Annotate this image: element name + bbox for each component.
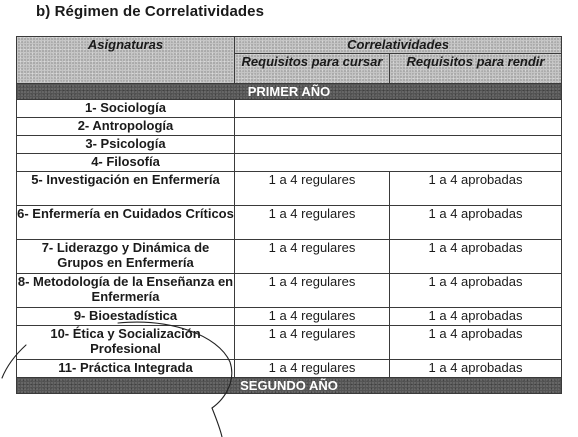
correlatividades-table	[16, 36, 562, 394]
table-row	[17, 154, 562, 172]
subject-cell: 6- Enfermería en Cuidados Críticos	[17, 206, 235, 240]
rendir-cell: 1 a 4 aprobadas	[390, 240, 562, 274]
rendir-cell: 1 a 4 aprobadas	[390, 326, 562, 360]
header-correlatividades: Correlatividades	[235, 37, 562, 54]
table-row	[17, 274, 562, 308]
subject-cell: 1- Sociología	[17, 100, 235, 118]
cursar-cell: 1 a 4 regulares	[235, 360, 390, 378]
cursar-cell: 1 a 4 regulares	[235, 240, 390, 274]
subject-cell: 8- Metodología de la Enseñanza en Enfermería	[17, 274, 235, 308]
subject-cell: 9- Bioestadística	[17, 308, 235, 326]
cursar-cell: 1 a 4 regulares	[235, 308, 390, 326]
cursar-cell: 1 a 4 regulares	[235, 206, 390, 240]
subject-cell: 4- Filosofía	[17, 154, 235, 172]
header-requisitos-cursar: Requisitos para cursar	[235, 54, 390, 84]
requirements-empty-cell	[235, 154, 562, 172]
requirements-empty-cell	[235, 118, 562, 136]
band-primer-ano: PRIMER AÑO	[17, 84, 562, 100]
cursar-cell: 1 a 4 regulares	[235, 172, 390, 206]
table-row	[17, 326, 562, 360]
subject-cell: 11- Práctica Integrada	[17, 360, 235, 378]
cursar-cell: 1 a 4 regulares	[235, 274, 390, 308]
subject-cell: 2- Antropología	[17, 118, 235, 136]
rendir-cell: 1 a 4 aprobadas	[390, 172, 562, 206]
table-row	[17, 100, 562, 118]
table-row	[17, 206, 562, 240]
band-segundo-ano: SEGUNDO AÑO	[17, 378, 562, 394]
rendir-cell: 1 a 4 aprobadas	[390, 360, 562, 378]
table-row	[17, 240, 562, 274]
rendir-cell: 1 a 4 aprobadas	[390, 308, 562, 326]
header-requisitos-rendir: Requisitos para rendir	[390, 54, 562, 84]
requirements-empty-cell	[235, 100, 562, 118]
table-row	[17, 136, 562, 154]
header-asignaturas: Asignaturas	[17, 37, 235, 84]
table-row	[17, 308, 562, 326]
section-heading: b) Régimen de Correlatividades	[36, 3, 265, 20]
table-row	[17, 360, 562, 378]
table-row	[17, 118, 562, 136]
subject-cell: 3- Psicología	[17, 136, 235, 154]
table-row	[17, 172, 562, 206]
rendir-cell: 1 a 4 aprobadas	[390, 206, 562, 240]
handwritten-tail-stroke	[212, 408, 222, 437]
subject-cell: 10- Ética y Socialización Profesional	[17, 326, 235, 360]
rendir-cell: 1 a 4 aprobadas	[390, 274, 562, 308]
subject-cell: 7- Liderazgo y Dinámica de Grupos en Enfermería	[17, 240, 235, 274]
subject-cell: 5- Investigación en Enfermería	[17, 172, 235, 206]
cursar-cell: 1 a 4 regulares	[235, 326, 390, 360]
requirements-empty-cell	[235, 136, 562, 154]
